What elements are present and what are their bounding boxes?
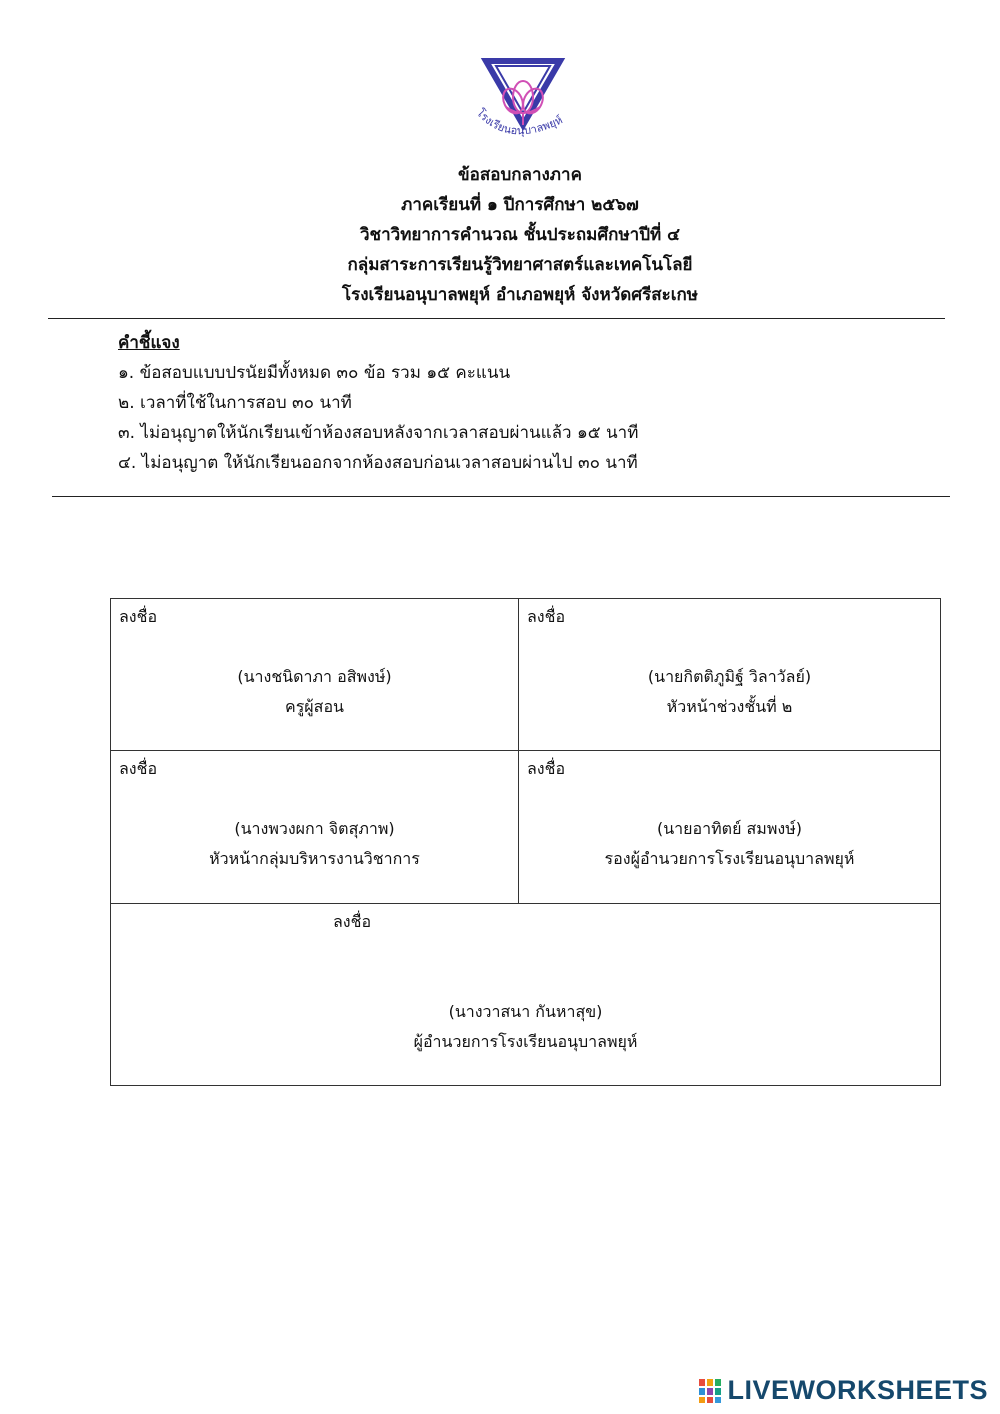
signer-role: รองผู้อำนวยการโรงเรียนอนุบาลพยุห์ [604,849,855,868]
school-emblem-icon [468,55,588,155]
signer-role: หัวหน้ากลุ่มบริหารงานวิชาการ [209,849,420,868]
sign-label: ลงชื่อ [527,607,566,626]
school-line: โรงเรียนอนุบาลพยุห์ อำเภอพยุห์ จังหวัดศรีสะเกษ [341,285,699,305]
instruction-item: ๔. ไม่อนุญาต ให้นักเรียนออกจากห้องสอบก่อนเวลาสอบผ่านไป ๓๐ นาที [118,453,638,473]
liveworksheets-brand[interactable] [698,1375,988,1406]
logo-caption: โรงเรียนอนุบาลพยุห์ [473,106,565,138]
signature-cell-academic-head [111,751,519,904]
brand-name: LIVEWORKSHEETS [727,1375,988,1405]
instructions [118,328,918,478]
signature-cell-teacher [111,599,519,751]
subject-line: วิชาวิทยาการคำนวณ ชั้นประถมศึกษาปีที่ ๔ [360,225,680,245]
signature-cell-level-head [519,599,940,751]
instruction-item: ๒. เวลาที่ใช้ในการสอบ ๓๐ นาที [118,393,352,413]
school-logo [468,55,588,155]
sign-label: ลงชื่อ [333,912,372,931]
exam-title: ข้อสอบกลางภาค [458,165,582,185]
top-divider [48,318,945,319]
instruction-item: ๓. ไม่อนุญาตให้นักเรียนเข้าห้องสอบหลังจากเวลาสอบผ่านแล้ว ๑๕ นาที [118,423,639,443]
signer-name: (นายอาทิตย์ สมพงษ์) [657,819,802,838]
sign-label: ลงชื่อ [527,759,566,778]
signature-cell-deputy-director [519,751,940,904]
signature-cell-director [111,904,940,1085]
exam-header [0,160,1000,310]
signature-table [110,598,941,1086]
signer-name: (นายกิตติภูมิฐ์ วิลาวัลย์) [647,667,812,686]
sign-label: ลงชื่อ [119,759,158,778]
instructions-title: คำชี้แจง [118,333,180,353]
liveworksheets-logo-icon [698,1378,724,1404]
signer-name: (นางพวงผกา จิตสุภาพ) [234,819,395,838]
semester-line: ภาคเรียนที่ ๑ ปีการศึกษา ๒๕๖๗ [401,195,639,215]
signer-role: ครูผู้สอน [285,697,344,716]
signer-name: (นางวาสนา กันหาสุข) [448,1002,603,1021]
sign-label: ลงชื่อ [119,607,158,626]
instruction-item: ๑. ข้อสอบแบบปรนัยมีทั้งหมด ๓๐ ข้อ รวม ๑๕ คะแนน [118,363,511,383]
signer-role: หัวหน้าช่วงชั้นที่ ๒ [666,697,793,716]
learning-area-line: กลุ่มสาระการเรียนรู้วิทยาศาสตร์และเทคโนโลยี [347,255,693,275]
signer-name: (นางชนิดาภา อสิพงษ์) [237,667,392,686]
signer-role: ผู้อำนวยการโรงเรียนอนุบาลพยุห์ [413,1032,638,1051]
bottom-divider [52,496,950,497]
